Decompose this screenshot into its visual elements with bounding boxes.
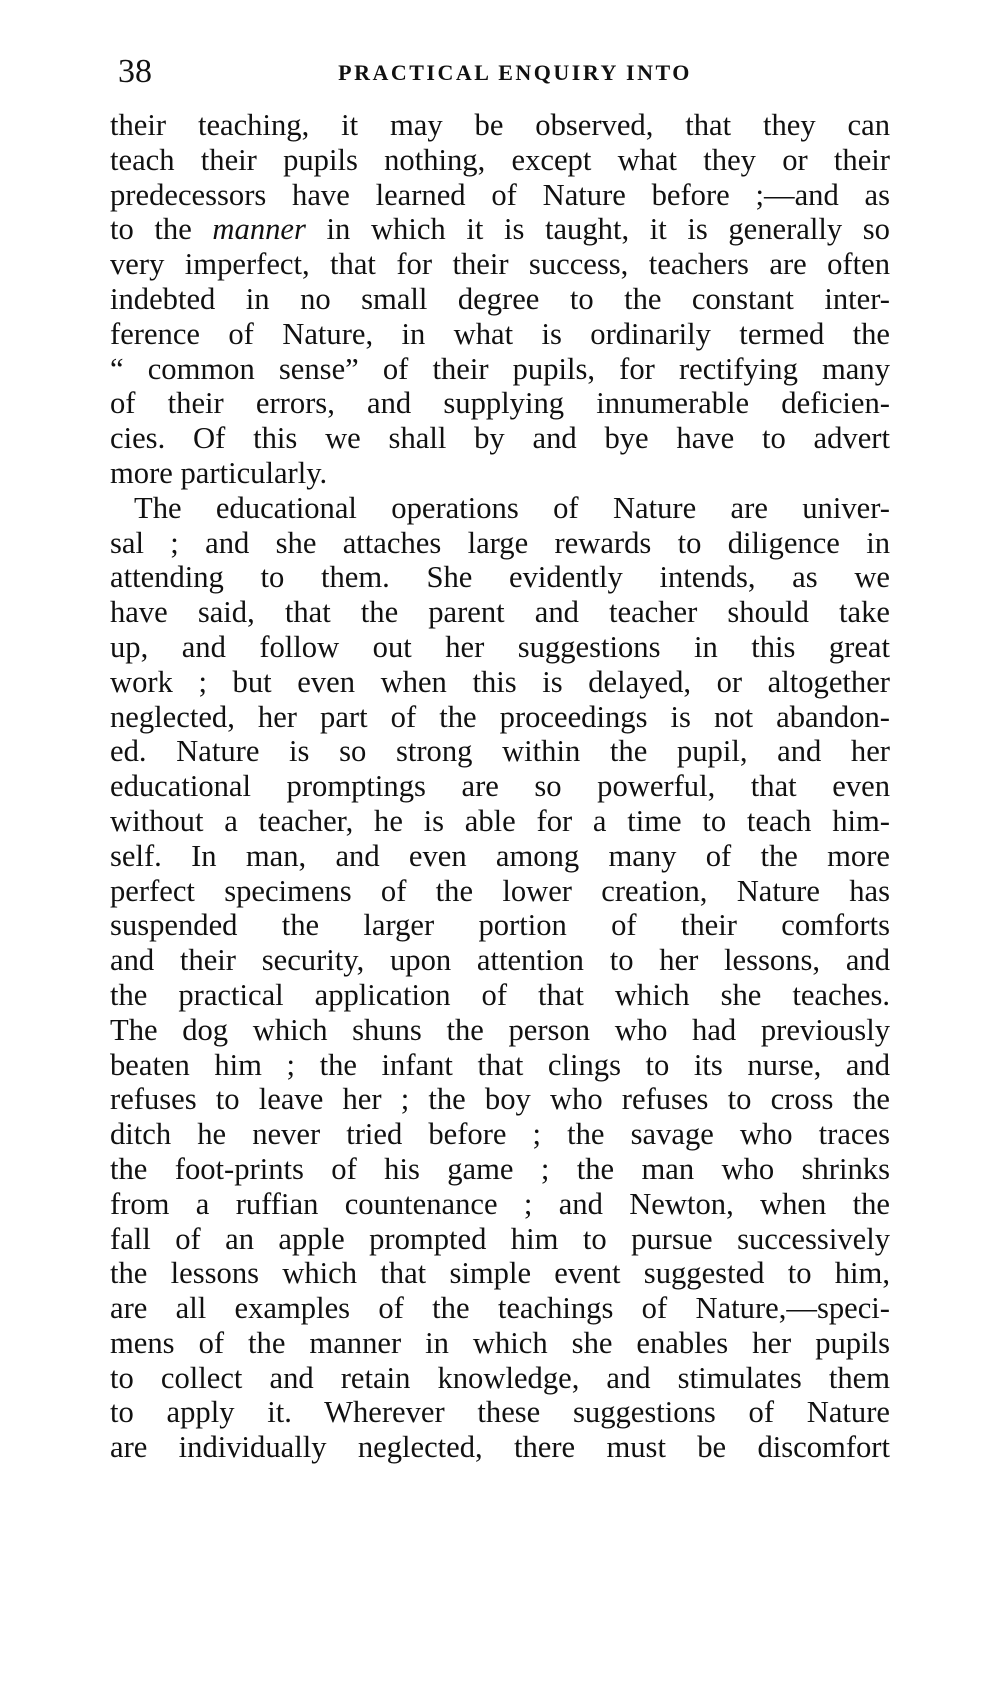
text-line: have said, that the parent and teacher should take <box>110 595 890 630</box>
text-line: ed. Nature is so strong within the pupil, and her <box>110 734 890 769</box>
body-text <box>110 108 890 1465</box>
text-line: ditch he never tried before ; the savage who traces <box>110 1117 890 1152</box>
text-line: to collect and retain knowledge, and stimulates them <box>110 1360 890 1395</box>
text-line: educational promptings are so powerful, that even <box>110 769 890 804</box>
text-line: attending to them. She evidently intends, as we <box>110 560 890 595</box>
text-line: the foot-prints of his game ; the man who shrinks <box>110 1151 890 1186</box>
book-page <box>110 52 890 1465</box>
text-line: are all examples of the teachings of Nature,—speci- <box>110 1291 890 1326</box>
text-line: from a ruffian countenance ; and Newton, when the <box>110 1186 890 1221</box>
text-line <box>110 212 890 247</box>
text-line: very imperfect, that for their success, teachers are often <box>110 247 890 282</box>
page-number: 38 <box>118 53 152 90</box>
text-line: The educational operations of Nature are univer- <box>134 490 890 525</box>
text-line: The dog which shuns the person who had previously <box>110 1012 890 1047</box>
text-line: their teaching, it may be observed, that they can <box>110 108 890 142</box>
running-title: PRACTICAL ENQUIRY INTO <box>338 60 692 85</box>
text-line: fall of an apple prompted him to pursue successively <box>110 1221 890 1256</box>
text-line: of their errors, and supplying innumerable deficien- <box>110 386 890 421</box>
italic-word: manner <box>212 212 306 247</box>
text-line: self. In man, and even among many of the more <box>110 838 890 873</box>
text-line: sal ; and she attaches large rewards to diligence in <box>110 525 890 560</box>
paragraph-2 <box>110 491 890 1465</box>
text-line: teach their pupils nothing, except what they or their <box>110 142 890 177</box>
text-line: are individually neglected, there must be discomfort <box>110 1430 890 1465</box>
text-line: ference of Nature, in what is ordinarily termed the <box>110 316 890 351</box>
text-line: and their security, upon attention to her lessons, and <box>110 943 890 978</box>
text-line: the lessons which that simple event suggested to him, <box>110 1256 890 1291</box>
text-line: the practical application of that which she teaches. <box>110 977 890 1012</box>
paragraph-1 <box>110 108 890 491</box>
text-line: to apply it. Wherever these suggestions of Nature <box>110 1395 890 1430</box>
text-line: more particularly. <box>110 455 328 490</box>
text-line: refuses to leave her ; the boy who refuses to cross the <box>110 1082 890 1117</box>
running-head <box>110 52 890 108</box>
text-line: beaten him ; the infant that clings to its nurse, and <box>110 1047 890 1082</box>
text-line: suspended the larger portion of their comforts <box>110 908 890 943</box>
text-line: predecessors have learned of Nature before ;—and as <box>110 177 890 212</box>
text-fragment: in which it is taught, it is generally so <box>305 212 890 247</box>
text-line: up, and follow out her suggestions in this great <box>110 629 890 664</box>
text-line: neglected, her part of the proceedings is not abandon- <box>110 699 890 734</box>
text-line: mens of the manner in which she enables her pupils <box>110 1325 890 1360</box>
text-line: indebted in no small degree to the constant inter- <box>110 281 890 316</box>
text-line: perfect specimens of the lower creation, Nature has <box>110 873 890 908</box>
text-line: without a teacher, he is able for a time to teach him- <box>110 803 890 838</box>
text-fragment: to the <box>110 212 213 247</box>
text-line: cies. Of this we shall by and bye have to advert <box>110 421 890 456</box>
text-line: “ common sense” of their pupils, for rectifying many <box>110 351 890 386</box>
text-line: work ; but even when this is delayed, or altogether <box>110 664 890 699</box>
